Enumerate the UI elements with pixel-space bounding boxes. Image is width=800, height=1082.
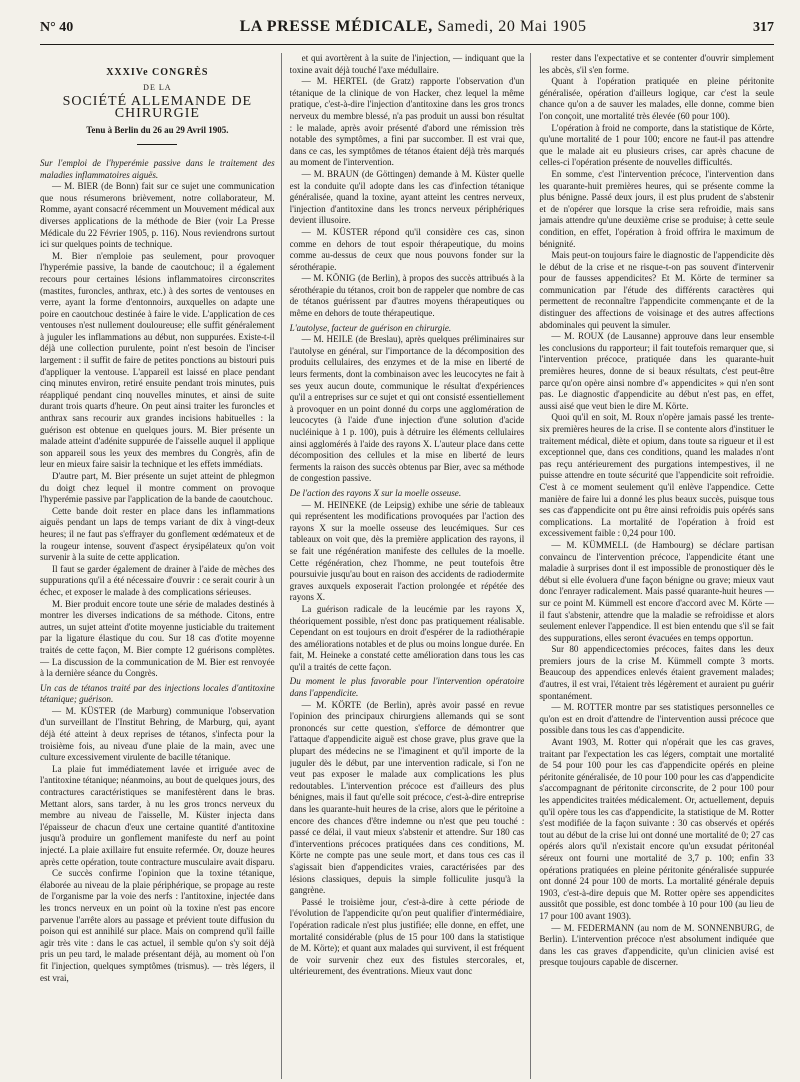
masthead-society: SOCIÉTÉ ALLEMANDE DE CHIRURGIE — [62, 94, 253, 121]
paragraph: Cette bande doit rester en place dans les inflammations aiguës pendant un laps de temps variant de dix à vingt-deux heures; il ne faut pas s'effrayer du gonflement œdémateux et de la rougeur intense, souvent d'aspect érysipélateux qu'on voit survenir à la suite de cette application. — [40, 505, 275, 563]
paragraph: Ce succès confirme l'opinion que la toxine tétanique, élaborée au niveau de la plaie périphérique, se propage au reste de l'organisme par la voie des nerfs : l'antitoxine, injectée dans les troncs nerveux en un point où la toxine n'est pas encore parvenue l'arrête alors au passage et prévient toute diffusion du poison qui est annihilé sur place. Mais on comprend qu'il faille agir très vite : dans le cas actuel, il semble qu'on s'y soit déjà pris un peu tard, le malade présentant déjà, au moment où l'on fit l'injection, quelques symptômes (trismus). — très légers, il est vrai, — [40, 868, 275, 983]
paragraph: Sur 80 appendicectomies précoces, faites dans les deux premiers jours de la crise M. Kümmell compte 3 morts. Beaucoup des appendices enlevés étaient gravement malades; d'autres, il est vrai, l'étaient très légèrement et auraient pu guérir spontanément. — [539, 644, 774, 701]
paragraph: Quant à l'opération pratiquée en pleine péritonite généralisée, opération d'ailleurs logique, car c'est la seule chance qu'on a de sauver les malades, elle donne, comme bien l'on conçoit, une mortalité très élevée (60 pour 100). — [539, 76, 774, 121]
paragraph: rester dans l'expectative et se contenter d'ouvrir simplement les abcès, s'il s'en forme. — [539, 53, 774, 75]
paragraph: — M. KÜMMELL (de Hambourg) se déclare partisan convaincu de l'intervention précoce, l'appendicite étant une maladie à surprises dont il est impossible de pronostiquer dès le début si elle évoluera d'une façon bénigne ou grave; mieux vaut donc l'enrayer radicalement. Mais passé quarante-huit heures — sur ce point M. Kümmell est encore d'accord avec M. Körte — il faut s'abstenir, attendre que la maladie se refroidisse et alors seulement enlever l'appendice. Il est bien entendu que s'il se fait des suppurations, elles seront évacuées en temps opportun. — [539, 539, 774, 643]
paragraph: M. Bier n'emploie pas seulement, pour provoquer l'hyperémie passive, la bande de caoutchouc; il a également recours pour certaines lésions inflammatoires circonscrites (mastites, furoncles, anthrax, etc.) à des sortes de ventouses en verre, ayant la forme d'entonnoirs, auxquelles on adapte une poire en caoutchouc destinée à faire le vide. L'application de ces ventouses n'est nullement douloureuse; elle suffit généralement à juguler les inflammations au début, non suppurées. Existe-t-il déjà une collection purulente, point n'est besoin de l'inciser largement : il suffit de faire de petites ponctions au bistouri puis d'appliquer la ventouse. L'appareil est laissé en place pendant cinq minutes environ, retiré ensuite pendant trois minutes, puis réappliqué pendant cinq nouvelles minutes, et ainsi de suite durant trois quarts d'heure. On peut ainsi traiter les furoncles et anthrax sans recourir aux grandes incisions habituelles : la guérison est obtenue en quelques jours. M. Bier présente un malade atteint d'adénite suppurée de l'aisselle auquel il applique son appareil sous les yeux des membres du Congrès, afin de leur en mieux faire saisir la technique et les effets immédiats. — [40, 250, 275, 470]
issue-number: N° 40 — [40, 20, 74, 35]
column-1 — [40, 53, 282, 1079]
section-title: De l'action des rayons X sur la moelle osseuse. — [289, 487, 462, 498]
journal-title: LA PRESSE MÉDICALE, — [239, 18, 433, 35]
section-title: Un cas de tétanos traité par des injections locales d'antitoxine tétanique; guérison. — [40, 682, 275, 705]
column-2 — [290, 53, 532, 1079]
issue-date: Samedi, 20 Mai 1905 — [437, 18, 587, 35]
paragraph: — M. FEDERMANN (au nom de M. SONNENBURG, de Berlin). L'intervention précoce n'est absolument indiquée que dans les cas graves d'appendicite, qu'un clinicien avisé est presque toujours capable de discerner. — [539, 922, 774, 968]
masthead-de-la: DE LA — [143, 82, 172, 92]
paragraph: Passé le troisième jour, c'est-à-dire à cette période de l'évolution de l'appendicite qu'on peut qualifier d'intermédiaire, l'opération radicale n'est plus justifiée; elle donne, en effet, une mortalité considérable (plus de 15 pour 100 dans la statistique de M. Körte); et quant aux malades qui survivent, il est fréquent de voir survenir chez eux des fistules stercorales, et, ultérieurement, des éventrations. Mieux vaut donc — [289, 896, 525, 977]
section-title: L'autolyse, facteur de guérison en chirurgie. — [289, 322, 452, 333]
paragraph: La guérison radicale de la leucémie par les rayons X, théoriquement possible, n'est donc pas pratiquement réalisable. Cependant on est toujours en droit d'espérer de la radiothérapie des améliorations notables et de plus ou moins longue durée. En fait, M. Heineke a constaté cette amélioration dans tous les cas qu'il a traités de cette façon. — [289, 603, 525, 672]
paragraph: — M. BRAUN (de Göttingen) demande à M. Küster quelle est la conduite qu'il adopte dans les cas d'infection tétanique généralisée, quand la toxine, ayant atteint les centres nerveux, l'injection d'antitoxine dans les troncs nerveux périphériques devient illusoire. — [289, 168, 525, 226]
paragraph: — M. HERTEL (de Gratz) rapporte l'observation d'un tétanique de la clinique de von Hacker, chez lequel la même pratique, c'est-à-dire l'injection d'antitoxine dans les gros troncs nerveux du membre blessé, n'a pas produit un aussi bon résultat : le malade, après avoir présenté d'abord une rémission très notable des symptômes, a fini par succomber. Il est vrai que, dans ce cas, les symptômes de tétanos étaient déjà très marqués au moment de l'intervention. — [289, 76, 525, 168]
masthead-rule — [137, 144, 177, 145]
paragraph: — M. KÖRTE (de Berlin), après avoir passé en revue l'opinion des principaux chirurgiens allemands qui se sont prononcés sur cette question, s'efforce de démontrer que l'attaque d'appendicite aiguë est chose grave, plus grave que la plupart des médecins ne se l'imaginent et qu'il importe de la juguler dès le début, par une intervention radicale, si l'on ne veut pas exposer le malade aux complications les plus redoutables. L'intervention précoce est d'ailleurs des plus bénignes, mais il faut qu'elle soit précoce, c'est-à-dire entreprise dans les quarante-huit heures de la crise, alors que le péritoine a encore des chances d'être indemne ou n'est que peu touché : passé ce délai, il vaut mieux s'abstenir et attendre. Sur 180 cas d'interventions précoces pratiquées dans ces conditions, M. Körte ne compte pas une seule mort, et dans tous ces cas il s'agissait bien d'appendicites vraies, caractérisées par des lésions classiques, depuis la simple folliculite jusqu'à la gangrène. — [289, 699, 525, 896]
paragraph: — M. KÜSTER (de Marburg) communique l'observation d'un surveillant de l'Institut Behring, de Marburg, qui, ayant déjà été atteint à deux reprises de tétanos, s'infecta pour la troisième fois, au niveau d'une plaie de la main, avec une culture excessivement virulente de bacille tétanique. — [40, 705, 275, 763]
article-columns — [40, 53, 774, 1079]
paragraph: — M. BIER (de Bonn) fait sur ce sujet une communication que nous résumerons brièvement, notre collaborateur, M. Romme, ayant consacré récemment un Mouvement médical aux diverses applications de la méthode de Bier (voir La Presse Médicale du 22 Février 1905, p. 116). Nous reviendrons surtout ici sur quelques points de technique. — [40, 181, 275, 250]
section-title: Sur l'emploi de l'hyperémie passive dans le traitement des maladies inflammatoires aiguës. — [40, 157, 275, 180]
paragraph: — M. KÜSTER répond qu'il considère ces cas, sinon comme en dehors de tout espoir thérapeutique, du moins comme au-dessus de ceux que nous pouvons fonder sur la sérothérapie. — [289, 226, 525, 272]
paragraph: et qui avortèrent à la suite de l'injection, — indiquant que la toxine avait déjà touché l'axe médullaire. — [289, 53, 525, 75]
column-3 — [539, 53, 774, 1079]
paragraph: Mais peut-on toujours faire le diagnostic de l'appendicite dès le début de la crise et ne risque-t-on pas souvent d'intervenir pour de fausses appendicites? Et M. Körte de terminer sa communication par l'étude des différents caractères qui permettent de reconnaître l'appendicite commençante et de la distinguer des affections de voisinage et des autres affections abdominales qui peuvent la simuler. — [539, 250, 774, 330]
paragraph: La plaie fut immédiatement lavée et irriguée avec de l'antitoxine tétanique; néanmoins, au bout de quelques jours, des contractures caractéristiques se manifestèrent dans le bras. Mettant alors, sans tarder, à nu les gros troncs nerveux du membre au niveau de l'aisselle, M. Küster injecta dans l'épaisseur de chacun d'eux une certaine quantité d'antitoxine jusqu'à produire un gonflement manifeste du nerf au point injecté. La plaie axillaire fut ensuite refermée. Or, douze heures après cette opération, toute contracture musculaire avait disparu. — [40, 763, 275, 867]
congress-masthead — [40, 53, 275, 155]
page-header — [40, 18, 774, 45]
paragraph: — M. HEINEKE (de Leipsig) exhibe une série de tableaux qui représentent les modifications provoquées par l'action des rayons X sur la moelle osseuse des leucémiques. Sur ces tableaux on voit que, dès la première application des rayons, il se fait une régénération manifeste des cellules de la moelle. Cette régénération, chez l'homme, ne peut toutefois être poursuivie jusqu'au bout en raison des accidents de radiodermite graves auxquels exposerait l'action prolongée et répétée des rayons X. — [289, 499, 525, 603]
masthead-dates: Tenu à Berlin du 26 au 29 Avril 1905. — [86, 125, 229, 136]
paragraph: Avant 1903, M. Rotter qui n'opérait que les cas graves, traitant par l'expectation les cas légers, comptait une mortalité de 54 pour 100 pour les cas d'appendicite opérés en pleine péritonite généralisée, de 10 pour 100 pour les cas d'appendicite s'accompagnant de péritonite circonscrite, de 2 pour 100 pour les appendicites traitées médicalement. Or, actuellement, depuis qu'il opère tous les cas d'appendicite, la statistique de M. Rotter s'est modifiée de la façon suivante : 30 cas observés et opérés tout au début de la crise lui ont donné une mortalité de 0; 27 cas opérés alors qu'il n'existait encore qu'un exsudat péritonéal séreux ont fourni une mortalité de 3,7 p. 100; enfin 33 opérations pratiquées en pleine péritonite généralisée suppurée ont donné 24 pour 100 de morts. La mortalité générale depuis 1903, c'est-à-dire depuis que M. Rotter opère ses appendicites aussitôt que possible, est donc tombée à 10 pour 100 (au lieu de 17 pour 100 avant 1903). — [539, 737, 774, 921]
section-title: Du moment le plus favorable pour l'intervention opératoire dans l'appendicite. — [289, 676, 525, 699]
page-number: 317 — [752, 20, 774, 35]
paragraph: Quoi qu'il en soit, M. Roux n'opère jamais passé les trente-six premières heures de la crise. Il se contente alors d'instituer le traitement médical, diète et opium, dans toute sa rigueur et il est exceptionnel que, dans ces conditions, quand les malades n'ont pas reçu antérieurement des purgations intempestives, il ne puisse attendre en toute sécurité que l'appendicite soit refroidie. C'est à ce moment seulement qu'il enlève l'appendice. Cette manière de faire lui a donné les plus beaux succès, puisque tous ses cas d'appendicite ont pu être ainsi refroidis puis opérés sans complications. La mortalité de l'opération à froid est excessivement faible : 0,24 pour 100. — [539, 412, 774, 539]
paragraph: — M. ROUX (de Lausanne) approuve dans leur ensemble les conclusions du rapporteur; il fait toutefois remarquer que, si l'intervention précoce, pratiquée dans les quarante-huit premières heures, donne de si beaux résultats, c'est peut-être parce qu'on opère ainsi nombre d'« appendicites » qui n'en sont pas. Le diagnostic d'appendicite au début n'est pas, en effet, aussi aisé que veut bien le dire M. Körte. — [539, 331, 774, 411]
paragraph: En somme, c'est l'intervention précoce, l'intervention dans les quarante-huit premières heures, qui se présente comme la plus bénigne. Passé deux jours, il est plus prudent de s'abstenir et de n'opérer que lorsque la crise sera refroidie, mais sans jamais attendre qu'une deuxième crise se produise; à cette seule condition, en effet, l'opération à froid offrira le maximum de bénignité. — [539, 168, 774, 249]
paragraph: M. Bier produit encore toute une série de malades destinés à montrer les diverses indications de sa méthode. Citons, entre autres, un sujet atteint d'otite moyenne justiciable du traitement par la ligature élastique du cou. Sur 18 cas d'otite moyenne traités de cette façon, M. Bier compte 12 guérisons complètes. — La discussion de la communication de M. Bier est renvoyée à la dernière séance du Congrès. — [40, 598, 275, 679]
masthead-congress: XXXIVe CONGRÈS — [106, 67, 209, 78]
paragraph: D'autre part, M. Bier présente un sujet atteint de phlegmon du doigt chez lequel il montre comment on provoque l'hyperémie passive par l'application de la bande de caoutchouc. — [40, 471, 275, 505]
paragraph: — M. HEILE (de Breslau), après quelques préliminaires sur l'autolyse en général, sur l'importance de la décomposition des produits cellulaires, des enzymes et de la mise en liberté de leurs ferments, dont la combinaison avec les leucocytes ne fait à ses yeux aucun doute, communique le résultat d'expériences qu'il a entreprises sur ce sujet et qui ont consisté essentiellement à provoquer en un point donné du corps une agglomération de leucocytes (à l'aide d'une injection d'une solution d'acide nucléinique à 1 p. 100), puis à détruire les éléments cellulaires ainsi agglomérés à l'aide des rayons X. L'auteur place dans cette décomposition des cellules et la mise en liberté de leurs ferments la raison des succès obtenus par Bier, avec sa méthode de congestion passive. — [289, 334, 525, 484]
paragraph: Il faut se garder également de drainer à l'aide de mèches des suppurations qu'il a été nécessaire d'ouvrir : ce serait courir à un échec, et exposer le malade à des complications sérieuses. — [40, 563, 275, 597]
paragraph: — M. KÖNIG (de Berlin), à propos des succès attribués à la sérothérapie du tétanos, croit bon de rappeler que nombre de cas de tétanos guérissent par d'autres moyens thérapeutiques ou même en dehors de toute thérapeutique. — [289, 273, 525, 319]
journal-title-line — [240, 18, 587, 36]
paragraph: L'opération à froid ne comporte, dans la statistique de Körte, qu'une mortalité de 1 pour 100; encore ne faut-il pas attendre que le malade ait eu plusieurs crises, car après chacune de celles-ci l'opération présente de nouvelles difficultés. — [539, 122, 774, 168]
paragraph: — M. ROTTER montre par ses statistiques personnelles ce qu'on est en droit d'attendre de l'intervention aussi précoce que possible dans tous les cas d'appendicite. — [539, 702, 774, 736]
